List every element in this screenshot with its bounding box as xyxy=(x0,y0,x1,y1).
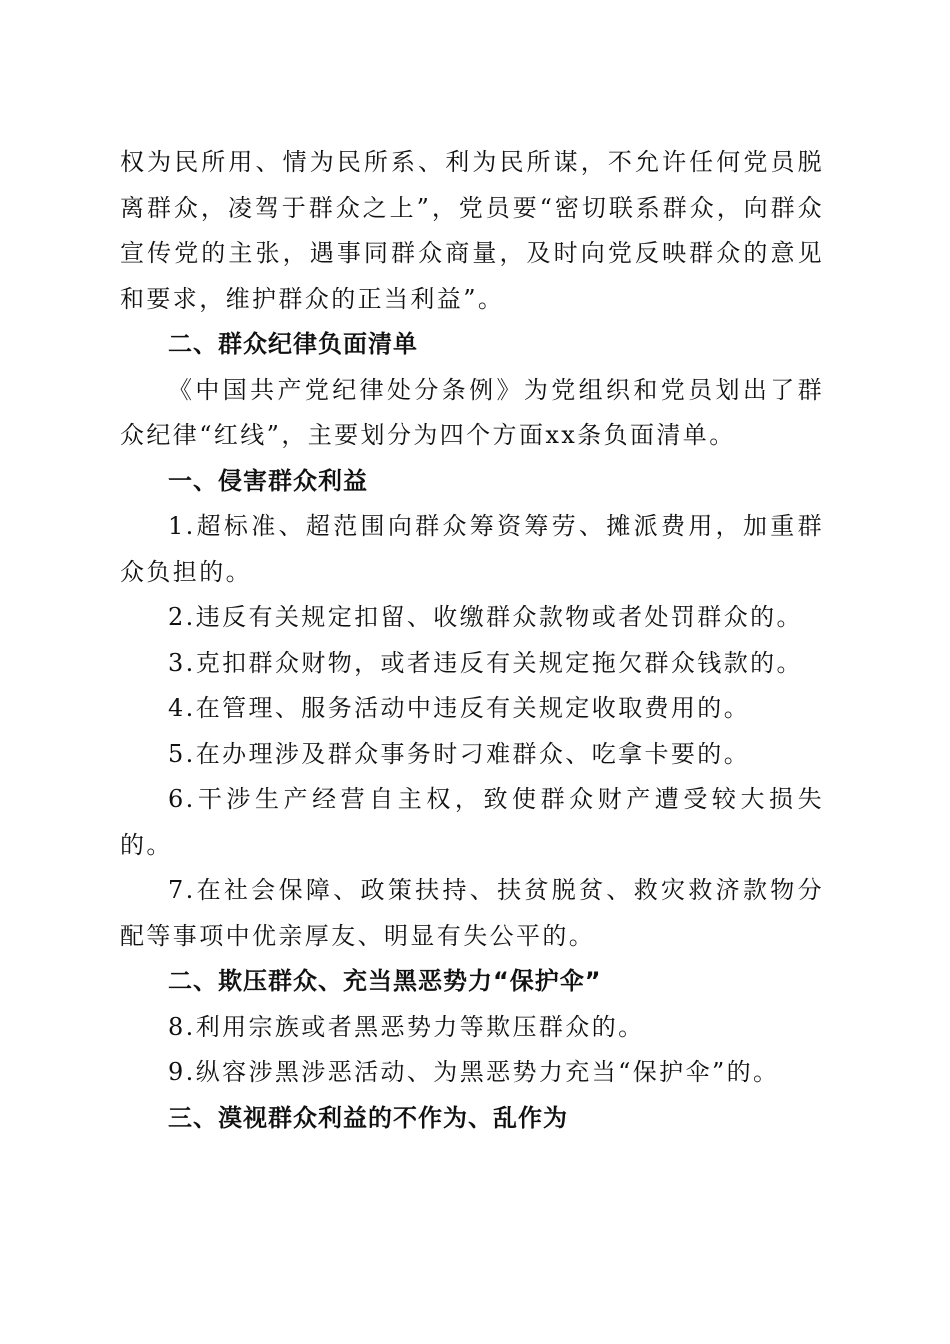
list-item-8: 8.利用宗族或者黑恶势力等欺压群众的。 xyxy=(168,1012,645,1041)
list-item-1: 1.超标准、超范围向群众筹资筹劳、摊派费用，加重群众负担的。 xyxy=(120,512,824,586)
paragraph-intro-continued: 权为民所用、情为民所系、利为民所谋，不允许任何党员脱离群众，凌驾于群众之上”，党员要“密切联系群众，向群众宣传党的主张，遇事同群众商量，及时向党反映群众的意见和要求，维护群众的正当利益”。 xyxy=(120,148,824,313)
list-item-4: 4.在管理、服务活动中违反有关规定收取费用的。 xyxy=(168,694,751,722)
list-item-6: 6.干涉生产经营自主权，致使群众财产遭受较大损失的。 xyxy=(120,785,824,859)
list-item-5: 5.在办理涉及群众事务时刁难群众、吃拿卡要的。 xyxy=(168,739,751,768)
list-item-7: 7.在社会保障、政策扶持、扶贫脱贫、救灾救济款物分配等事项中优亲厚友、明显有失公平的。 xyxy=(120,876,824,950)
list-item-3: 3.克扣群众财物，或者违反有关规定拖欠群众钱款的。 xyxy=(168,648,803,677)
subsection-heading-infringing-interests: 一、侵害群众利益 xyxy=(168,466,368,495)
document-page xyxy=(120,140,824,1141)
list-item-9: 9.纵容涉黑涉恶活动、为黑恶势力充当“保护伞”的。 xyxy=(168,1058,780,1086)
subsection-heading-bullying-protective-umbrella: 二、欺压群众、充当黑恶势力“保护伞” xyxy=(168,967,602,995)
list-item-2: 2.违反有关规定扣留、收缴群众款物或者处罚群众的。 xyxy=(168,603,803,631)
subsection-heading-inaction-misconduct: 三、漠视群众利益的不作为、乱作为 xyxy=(168,1103,568,1132)
section-heading-negative-list: 二、群众纪律负面清单 xyxy=(168,330,418,358)
paragraph-regulation-summary: 《中国共产党纪律处分条例》为党组织和党员划出了群众纪律“红线”，主要划分为四个方面xx条负面清单。 xyxy=(120,375,824,449)
